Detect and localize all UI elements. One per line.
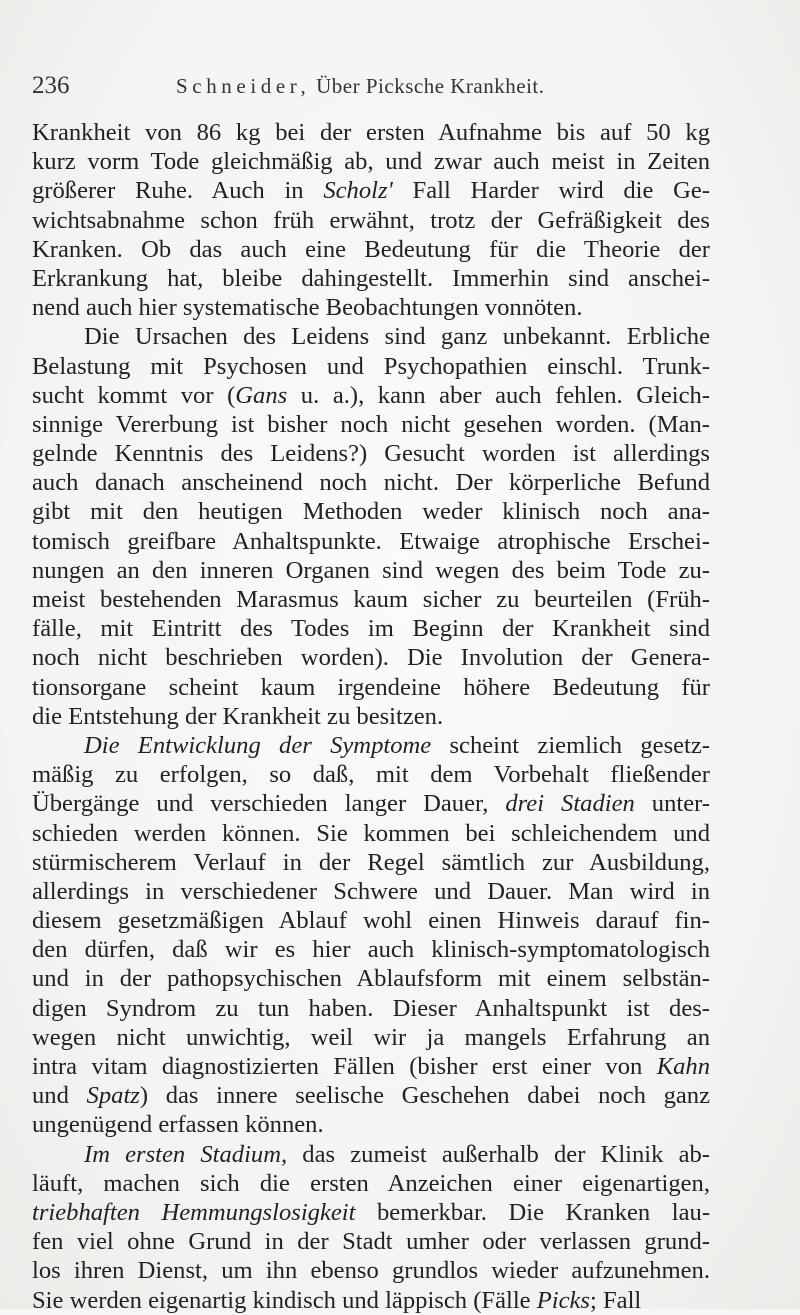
running-header — [32, 72, 760, 112]
emphasized-text: triebhaften Hemmungslosigkeit — [32, 1198, 356, 1226]
text-line: Die Entwicklung der Symptome scheint ziemlich gesetz- — [84, 731, 710, 759]
emphasized-text: Scholz' — [323, 177, 393, 205]
body-text — [32, 118, 710, 1315]
text-line: Krankheit von 86 kg bei der ersten Aufnahme bis auf 50 kg — [32, 119, 710, 146]
text-line: nend auch hier systematische Beobachtungen vonnöten. — [32, 294, 583, 322]
text-line: fen viel ohne Grund in der Stadt umher oder verlassen grund- — [32, 1228, 710, 1256]
text-line: meist bestehenden Marasmus kaum sicher zu beurteilen (Früh- — [32, 586, 710, 613]
text-line: ungenügend erfassen können. — [32, 1111, 324, 1139]
emphasized-text: Gans — [235, 381, 288, 409]
text-line: digen Syndrom zu tun haben. Dieser Anhaltspunkt ist des- — [32, 994, 710, 1022]
text-line: kurz vorm Tode gleichmäßig ab, und zwar auch meist in Zeiten — [32, 148, 710, 176]
text-line: sinnige Vererbung ist bisher noch nicht gesehen worden. (Man- — [32, 410, 710, 438]
emphasized-text: Die Entwicklung der Symptome — [84, 731, 432, 759]
text-line: auch danach anscheinend noch nicht. Der körperliche Befund — [32, 469, 710, 497]
text-line: sucht kommt vor (Gans u. a.), kann aber auch fehlen. Gleich- — [32, 381, 710, 409]
text-line: größerer Ruhe. Auch in Scholz' Fall Harder wird die Ge- — [32, 177, 710, 205]
text-line: wegen nicht unwichtig, weil wir ja mangels Erfahrung an — [32, 1023, 710, 1051]
text-line: und in der pathopsychischen Ablaufsform mit einem selbstän- — [32, 965, 710, 993]
text-line: die Entstehung der Krankheit zu besitzen. — [32, 702, 444, 730]
text-line: fälle, mit Eintritt des Todes im Beginn der Krankheit sind — [32, 615, 710, 643]
text-line: diesem gesetzmäßigen Ablauf wohl einen Hinweis darauf fin- — [32, 907, 710, 935]
text-line: Sie werden eigenartig kindisch und läppisch (Fälle Picks; Fall — [32, 1286, 642, 1314]
text-line: Belastung mit Psychosen und Psychopathien einschl. Trunk- — [32, 352, 710, 380]
text-line: und Spatz) das innere seelische Geschehen dabei noch ganz — [32, 1082, 710, 1110]
running-title-text: Über Picksche Krankheit. — [316, 74, 545, 98]
emphasized-text: Picks — [536, 1286, 590, 1314]
text-line: allerdings in verschiedener Schwere und Dauer. Man wird in — [32, 877, 710, 905]
text-line: Die Ursachen des Leidens sind ganz unbekannt. Erbliche — [84, 323, 710, 351]
text-line: triebhaften Hemmungslosigkeit bemerkbar. Die Kranken lau- — [32, 1198, 711, 1226]
text-line: tomisch greifbare Anhaltspunkte. Etwaige atrophische Erschei- — [32, 527, 710, 555]
text-line: wichtsabnahme schon früh erwähnt, trotz der Gefräßigkeit des — [32, 206, 710, 234]
text-line: Im ersten Stadium, das zumeist außerhalb der Klinik ab- — [84, 1140, 710, 1168]
text-line: nungen an den inneren Organen sind wegen des beim Tode zu- — [32, 556, 710, 584]
text-line: läuft, machen sich die ersten Anzeichen einer eigenartigen, — [32, 1169, 710, 1197]
page-number: 236 — [32, 72, 70, 99]
text-line: schieden werden können. Sie kommen bei schleichendem und — [32, 819, 710, 847]
text-line: Erkrankung hat, bleibe dahingestellt. Immerhin sind anschei- — [32, 264, 710, 292]
text-line: stürmischerem Verlauf in der Regel sämtlich zur Ausbildung, — [32, 848, 710, 876]
text-line: los ihren Dienst, um ihn ebenso grundlos wieder aufzunehmen. — [32, 1257, 710, 1285]
emphasized-text: Im ersten Stadium, — [84, 1140, 288, 1168]
text-line: den dürfen, daß wir es hier auch klinisch-symptomatologisch — [32, 936, 710, 964]
text-line: gelnde Kenntnis des Leidens?) Gesucht worden ist allerdings — [32, 440, 710, 468]
emphasized-text: Spatz — [86, 1082, 140, 1110]
running-title-author: Schneider, — [176, 74, 311, 98]
text-line: Übergänge und verschieden langer Dauer, drei Stadien unter- — [32, 790, 710, 818]
text-line: gibt mit den heutigen Methoden weder klinisch noch ana- — [32, 498, 710, 526]
text-line: mäßig zu erfolgen, so daß, mit dem Vorbehalt fließender — [32, 761, 710, 789]
emphasized-text: drei Stadien — [505, 790, 635, 818]
text-line: intra vitam diagnostizierten Fällen (bisher erst einer von Kahn — [32, 1053, 710, 1080]
text-line: tionsorgane scheint kaum irgendeine höhere Bedeutung für — [32, 673, 710, 701]
emphasized-text: Kahn — [656, 1053, 710, 1080]
running-title — [176, 74, 545, 99]
text-line: Kranken. Ob das auch eine Bedeutung für die Theorie der — [32, 235, 710, 263]
text-line: noch nicht beschrieben worden). Die Involution der Genera- — [32, 644, 710, 672]
